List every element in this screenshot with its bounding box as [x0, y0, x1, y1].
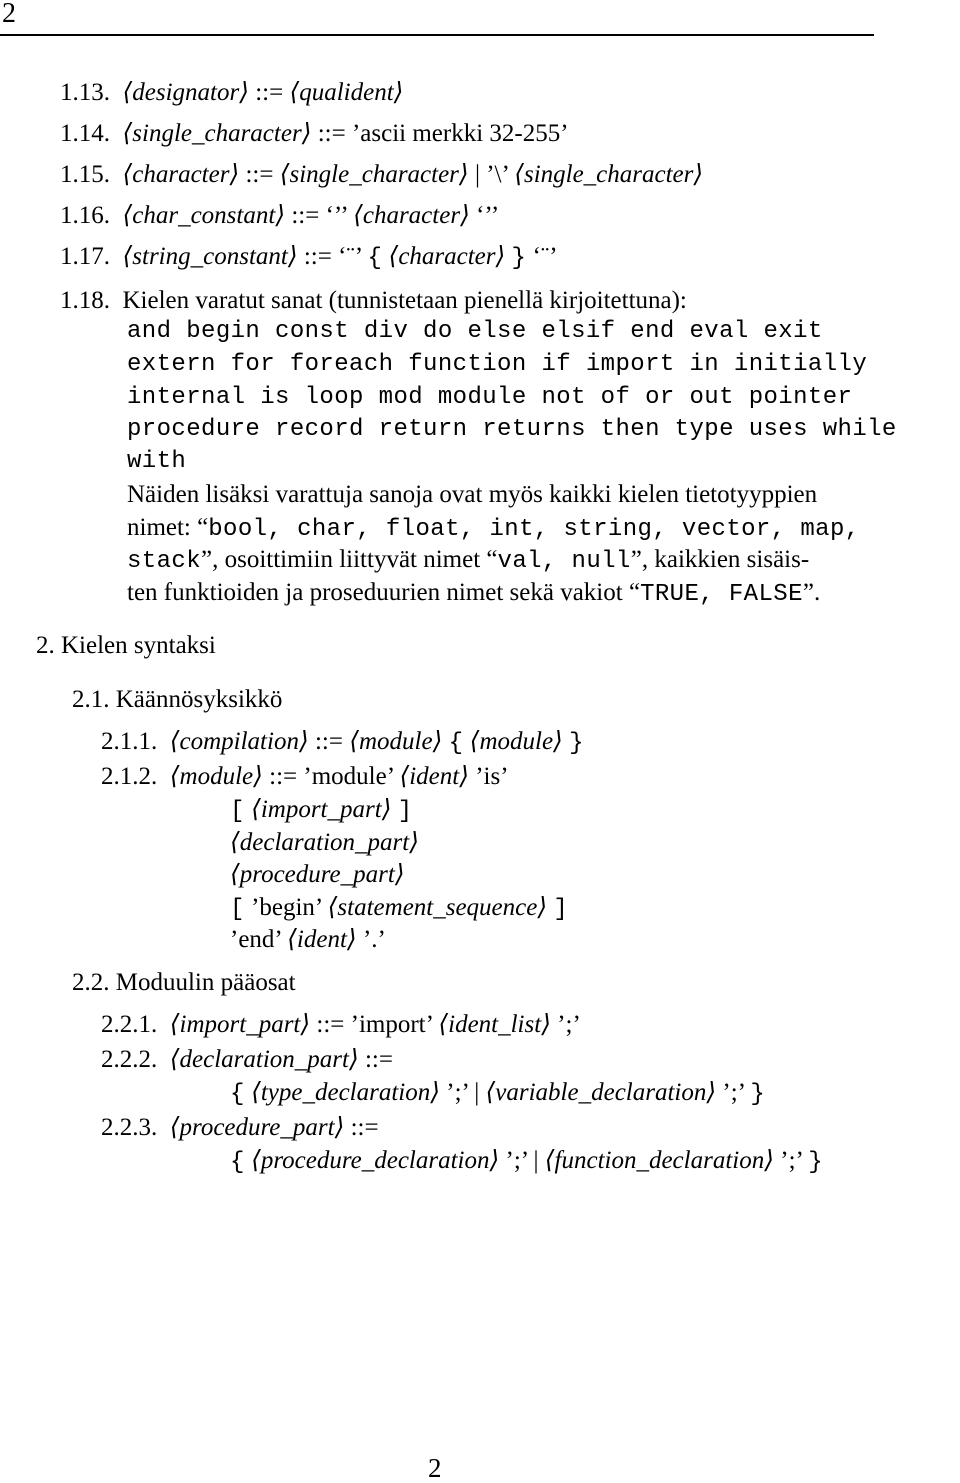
brace: }	[511, 245, 527, 272]
terminal: ’\’	[486, 161, 508, 188]
terminal: ’;’	[722, 1079, 745, 1106]
reserved-paragraph-line: ten funktioiden ja proseduurien nimet sekä vakiot “TRUE, FALSE”.	[127, 579, 821, 608]
nonterminal: ⟨procedure_part⟩	[169, 1114, 345, 1141]
nonterminal: ⟨variable_declaration⟩	[485, 1079, 717, 1106]
rule-1-16	[60, 203, 499, 228]
nonterminal: ⟨designator⟩	[122, 79, 249, 106]
nonterminal: ⟨ident⟩	[399, 763, 469, 790]
code-text: val, null	[497, 548, 631, 575]
nonterminal: ⟨character⟩	[353, 202, 470, 229]
code-text: stack	[127, 548, 202, 575]
nonterminal: ⟨char_constant⟩	[122, 202, 286, 229]
rule-operator: ::=	[255, 79, 284, 106]
nonterminal: ⟨character⟩	[122, 161, 240, 188]
nonterminal: ⟨single_character⟩	[122, 120, 312, 147]
section-heading: 2. Kielen syntaksi	[36, 632, 216, 659]
nonterminal: ⟨character⟩	[388, 243, 506, 270]
nonterminal: ⟨statement_sequence⟩	[327, 894, 548, 921]
nonterminal: ⟨import_part⟩	[251, 796, 392, 823]
rule-number: 1.14.	[60, 120, 110, 147]
terminal: ’;’	[446, 1079, 468, 1106]
rule-2-1-2	[101, 764, 509, 789]
rule-number: 2.1.2.	[101, 763, 158, 790]
terminal: ’import’	[350, 1011, 433, 1038]
rule-number: 2.2.3.	[101, 1114, 158, 1141]
rule-operator: ::=	[269, 763, 298, 790]
reserved-words-line: with	[127, 448, 187, 475]
rule-operator: ::=	[314, 728, 343, 755]
reserved-words-line: internal is loop mod module not of or out pointer	[127, 384, 853, 411]
brace: {	[367, 245, 383, 272]
rule-2-1-2-line	[230, 862, 405, 887]
rule-number: 1.18.	[60, 287, 110, 314]
brace: {	[230, 1149, 245, 1176]
nonterminal: ⟨compilation⟩	[169, 728, 309, 755]
terminal: ’is’	[475, 763, 509, 790]
brace: {	[448, 730, 464, 757]
nonterminal: ⟨ident⟩	[287, 926, 357, 953]
rule-number: 2.2.1.	[101, 1011, 158, 1038]
terminal: ’.’	[362, 926, 386, 953]
rule-operator: ::=	[350, 1114, 379, 1141]
terminal: ’begin’	[251, 894, 322, 921]
rule-number: 2.1.1.	[101, 728, 158, 755]
rule-2-1-1	[101, 729, 584, 756]
reserved-words-line: procedure record return returns then type uses while	[127, 416, 897, 443]
rule-1-15	[60, 162, 703, 187]
nonterminal: ⟨type_declaration⟩	[251, 1079, 440, 1106]
rule-2-2-1	[101, 1012, 581, 1037]
reserved-paragraph-line: nimet: “bool, char, float, int, string, vector, map,	[127, 514, 860, 543]
brace: }	[569, 730, 584, 757]
terminal: ’;’	[780, 1147, 802, 1174]
rule-2-1-2-line	[230, 797, 413, 824]
terminal: ’module’	[303, 763, 394, 790]
rule-2-2-2	[101, 1047, 393, 1072]
alternative-bar: |	[533, 1147, 539, 1174]
rule-number: 1.15.	[60, 161, 110, 188]
bracket: [	[230, 798, 245, 825]
nonterminal: ⟨import_part⟩	[169, 1011, 311, 1038]
subsection-heading: 2.1. Käännösyksikkö	[72, 686, 283, 713]
terminal: ’end’	[230, 926, 281, 953]
nonterminal: ⟨declaration_part⟩	[169, 1046, 359, 1073]
rule-rhs: ’ascii merkki 32-255’	[351, 120, 569, 147]
rule-operator: ::=	[316, 1011, 345, 1038]
nonterminal: ⟨procedure_declaration⟩	[251, 1147, 500, 1174]
brace: }	[808, 1149, 824, 1176]
reserved-paragraph-line: stack”, osoittimiin liittyvät nimet “val, null”, kaikkien sisäis-	[127, 546, 810, 575]
reserved-paragraph-line: Näiden lisäksi varattuja sanoja ovat myös kaikki kielen tietotyyppien	[127, 481, 818, 508]
terminal: ‘’’	[476, 202, 500, 229]
rule-1-18-intro	[60, 288, 687, 313]
rule-number: 1.13.	[60, 79, 110, 106]
rule-2-1-2-line	[230, 830, 419, 855]
rule-operator: ::=	[303, 243, 332, 270]
header-rule	[0, 34, 874, 36]
nonterminal: ⟨module⟩	[349, 728, 443, 755]
terminal: ‘¨’	[532, 243, 558, 270]
reserved-intro: Kielen varatut sanat (tunnistetaan pienellä kirjoitettuna):	[122, 287, 687, 314]
nonterminal: ⟨single_character⟩	[514, 161, 704, 188]
nonterminal: ⟨function_declaration⟩	[544, 1147, 774, 1174]
rule-2-2-3-line	[230, 1148, 823, 1175]
rule-number: 2.2.2.	[101, 1046, 158, 1073]
nonterminal: ⟨single_character⟩	[279, 161, 469, 188]
code-text: bool, char, float, int, string, vector, map,	[208, 516, 860, 543]
reserved-words-line: extern for foreach function if import in initially	[127, 351, 868, 378]
alternative-bar: |	[474, 1079, 480, 1106]
subsection-heading: 2.2. Moduulin pääosat	[72, 969, 296, 996]
brace: }	[750, 1081, 766, 1108]
rule-1-13	[60, 80, 403, 105]
terminal: ’;’	[557, 1011, 581, 1038]
terminal: ‘¨’	[338, 243, 362, 270]
bracket: [	[230, 896, 245, 923]
rule-2-1-2-line	[230, 895, 568, 922]
nonterminal: ⟨module⟩	[469, 728, 563, 755]
rule-number: 1.17.	[60, 243, 110, 270]
alternative-bar: |	[474, 161, 480, 188]
code-text: TRUE, FALSE	[640, 581, 803, 608]
brace: {	[230, 1081, 245, 1108]
rule-rhs: ⟨qualident⟩	[289, 79, 404, 106]
nonterminal: ⟨string_constant⟩	[122, 243, 298, 270]
rule-operator: ::=	[291, 202, 320, 229]
nonterminal: ⟨procedure_part⟩	[230, 861, 405, 888]
rule-2-2-3	[101, 1115, 379, 1140]
rule-2-2-2-line	[230, 1080, 765, 1107]
rule-operator: ::=	[245, 161, 274, 188]
rule-1-17	[60, 244, 558, 271]
rule-operator: ::=	[317, 120, 346, 147]
nonterminal: ⟨declaration_part⟩	[230, 829, 419, 856]
page-number-top: 2	[2, 0, 16, 29]
bracket: ]	[553, 896, 569, 923]
rule-2-1-2-line	[230, 927, 386, 952]
reserved-words-line: and begin const div do else elsif end eval exit	[127, 318, 823, 345]
nonterminal: ⟨ident_list⟩	[438, 1011, 551, 1038]
terminal: ‘’’	[325, 202, 347, 229]
nonterminal: ⟨module⟩	[169, 763, 263, 790]
rule-operator: ::=	[364, 1046, 393, 1073]
rule-1-14	[60, 121, 569, 146]
bracket: ]	[397, 798, 413, 825]
page-number-bottom: 2	[428, 1453, 442, 1483]
rule-number: 1.16.	[60, 202, 110, 229]
terminal: ’;’	[505, 1147, 528, 1174]
